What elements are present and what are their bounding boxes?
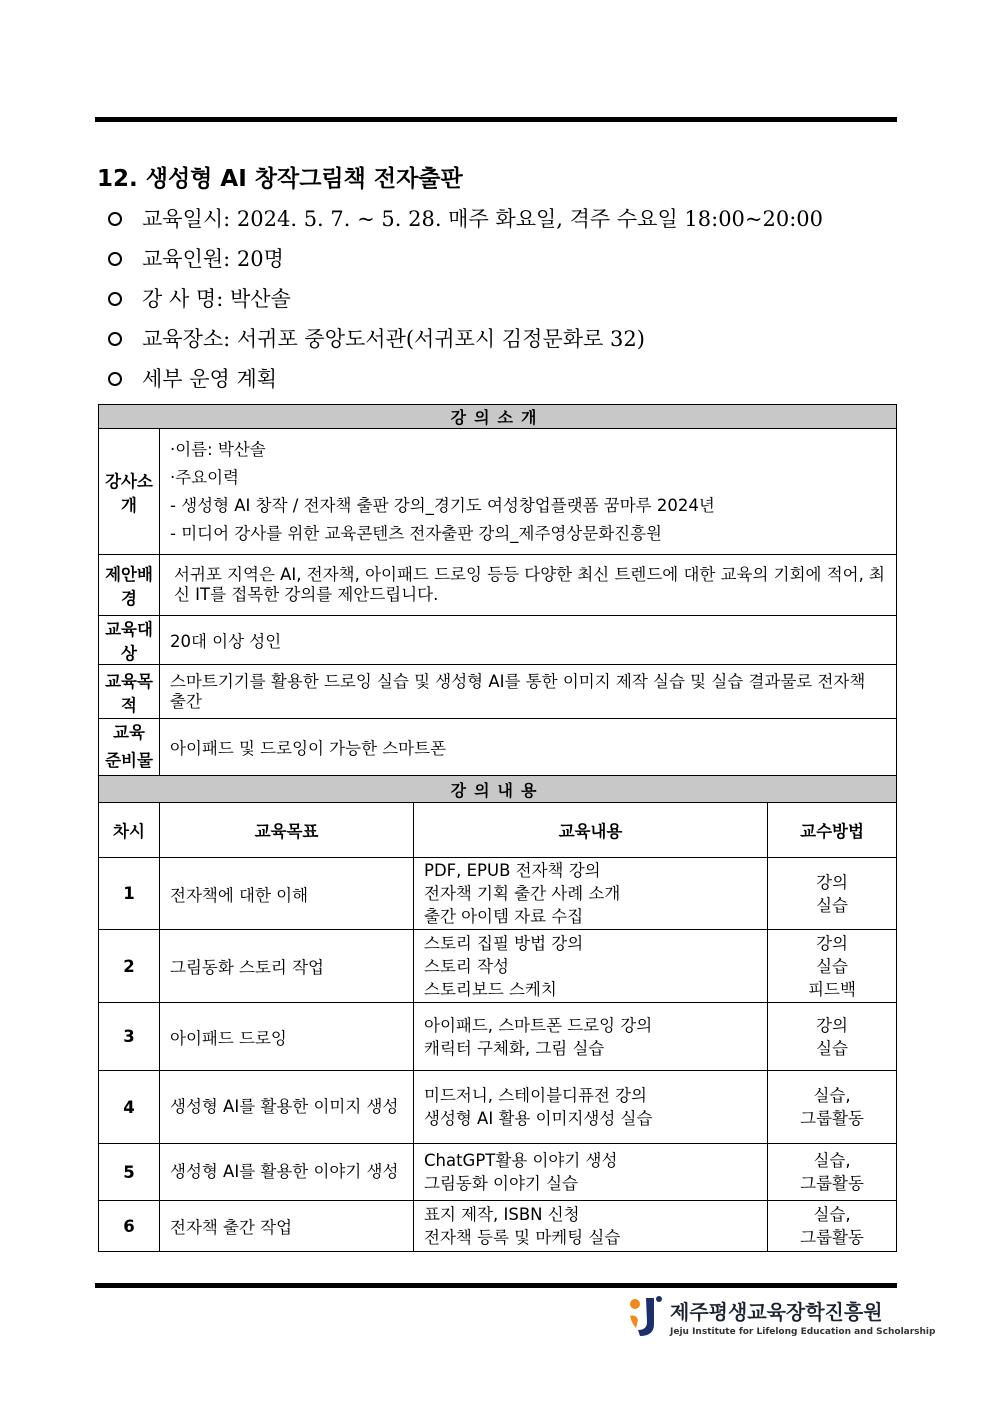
session-method: 실습, 그룹활동 — [768, 1071, 897, 1144]
session-goal: 아이패드 드로잉 — [160, 1003, 414, 1071]
label-materials: 교육 준비물 — [99, 719, 160, 776]
session-number: 4 — [99, 1071, 160, 1144]
bullet-location: 교육장소: 서귀포 중앙도서관(서귀포시 김정문화로 32) — [108, 319, 823, 359]
session-content: 미드저니, 스테이블디퓨전 강의 생성형 AI 활용 이미지생성 실습 — [414, 1071, 768, 1144]
session-goal: 전자책에 대한 이해 — [160, 858, 414, 930]
circle-bullet-icon — [108, 252, 122, 266]
session-number: 6 — [99, 1201, 160, 1252]
curriculum-section-title: 강의내용 — [99, 776, 897, 803]
table-row — [99, 858, 897, 930]
overview-section-title: 강의소개 — [99, 405, 897, 429]
session-method: 강의 실습 — [768, 1003, 897, 1071]
table-row — [99, 1144, 897, 1201]
label-background: 제안배경 — [99, 555, 160, 616]
session-number: 2 — [99, 930, 160, 1003]
session-content: 아이패드, 스마트폰 드로잉 강의 캐릭터 구체화, 그림 실습 — [414, 1003, 768, 1071]
header-goal: 교육목표 — [160, 803, 414, 858]
session-method: 실습, 그룹활동 — [768, 1144, 897, 1201]
org-name-english: Jeju Institute for Lifelong Education and Scholarship — [670, 1326, 936, 1337]
session-goal: 전자책 출간 작업 — [160, 1201, 414, 1252]
session-content: 표지 제작, ISBN 신청 전자책 등록 및 마케팅 실습 — [414, 1201, 768, 1252]
bullet-schedule: 교육일시: 2024. 5. 7. ~ 5. 28. 매주 화요일, 격주 수요일 18:00~20:00 — [108, 199, 823, 239]
session-content: 스토리 집필 방법 강의 스토리 작성 스토리보드 스케치 — [414, 930, 768, 1003]
jeju-logo-icon — [626, 1294, 664, 1338]
session-goal: 생성형 AI를 활용한 이미지 생성 — [160, 1071, 414, 1144]
info-bullets — [108, 199, 823, 399]
header-session: 차시 — [99, 803, 160, 858]
session-method: 실습, 그룹활동 — [768, 1201, 897, 1252]
course-plan-table — [98, 404, 897, 1252]
purpose-content: 스마트기기를 활용한 드로잉 실습 및 생성형 AI를 통한 이미지 제작 실습 및 실습 결과물로 전자책 출간 — [160, 665, 897, 719]
org-name-korean: 제주평생교육장학진흥원 — [670, 1299, 883, 1324]
header-method: 교수방법 — [768, 803, 897, 858]
circle-bullet-icon — [108, 212, 122, 226]
materials-content: 아이패드 및 드로잉이 가능한 스마트폰 — [160, 719, 897, 776]
bullet-capacity: 교육인원: 20명 — [108, 239, 823, 279]
session-goal: 생성형 AI를 활용한 이야기 생성 — [160, 1144, 414, 1201]
session-content: ChatGPT활용 이야기 생성 그림동화 이야기 실습 — [414, 1144, 768, 1201]
session-method: 강의 실습 피드백 — [768, 930, 897, 1003]
circle-bullet-icon — [108, 372, 122, 386]
session-content: PDF, EPUB 전자책 강의 전자책 기획 출간 사례 소개 출간 아이템 자료 수집 — [414, 858, 768, 930]
label-purpose: 교육목적 — [99, 665, 160, 719]
organization-logo — [626, 1294, 935, 1338]
session-number: 1 — [99, 858, 160, 930]
bullet-plan: 세부 운영 계획 — [108, 359, 823, 399]
label-target: 교육대상 — [99, 616, 160, 665]
circle-bullet-icon — [108, 332, 122, 346]
background-content: 서귀포 지역은 AI, 전자책, 아이패드 드로잉 등등 다양한 최신 트렌드에 대한 교육의 기회에 적어, 최신 IT를 접목한 강의를 제안드립니다. — [160, 555, 897, 616]
bullet-instructor: 강 사 명: 박산솔 — [108, 279, 823, 319]
table-row — [99, 1071, 897, 1144]
table-row — [99, 1201, 897, 1252]
table-row — [99, 1003, 897, 1071]
section-heading: 12. 생성형 AI 창작그림책 전자출판 — [97, 166, 463, 192]
instructor-intro-content: ·이름: 박산솔 ·주요이력 - 생성형 AI 창작 / 전자책 출판 강의_경기도 여성창업플랫폼 꿈마루 2024년 - 미디어 강사를 위한 교육콘텐츠 전자출판 강의_제주영상문화진흥원 — [160, 429, 897, 555]
circle-bullet-icon — [108, 292, 122, 306]
table-row — [99, 930, 897, 1003]
label-instructor-intro: 강사소개 — [99, 429, 160, 555]
bottom-rule — [95, 1283, 897, 1288]
session-number: 3 — [99, 1003, 160, 1071]
session-goal: 그림동화 스토리 작업 — [160, 930, 414, 1003]
session-method: 강의 실습 — [768, 858, 897, 930]
target-content: 20대 이상 성인 — [160, 616, 897, 665]
top-rule — [95, 117, 897, 122]
session-number: 5 — [99, 1144, 160, 1201]
header-content: 교육내용 — [414, 803, 768, 858]
